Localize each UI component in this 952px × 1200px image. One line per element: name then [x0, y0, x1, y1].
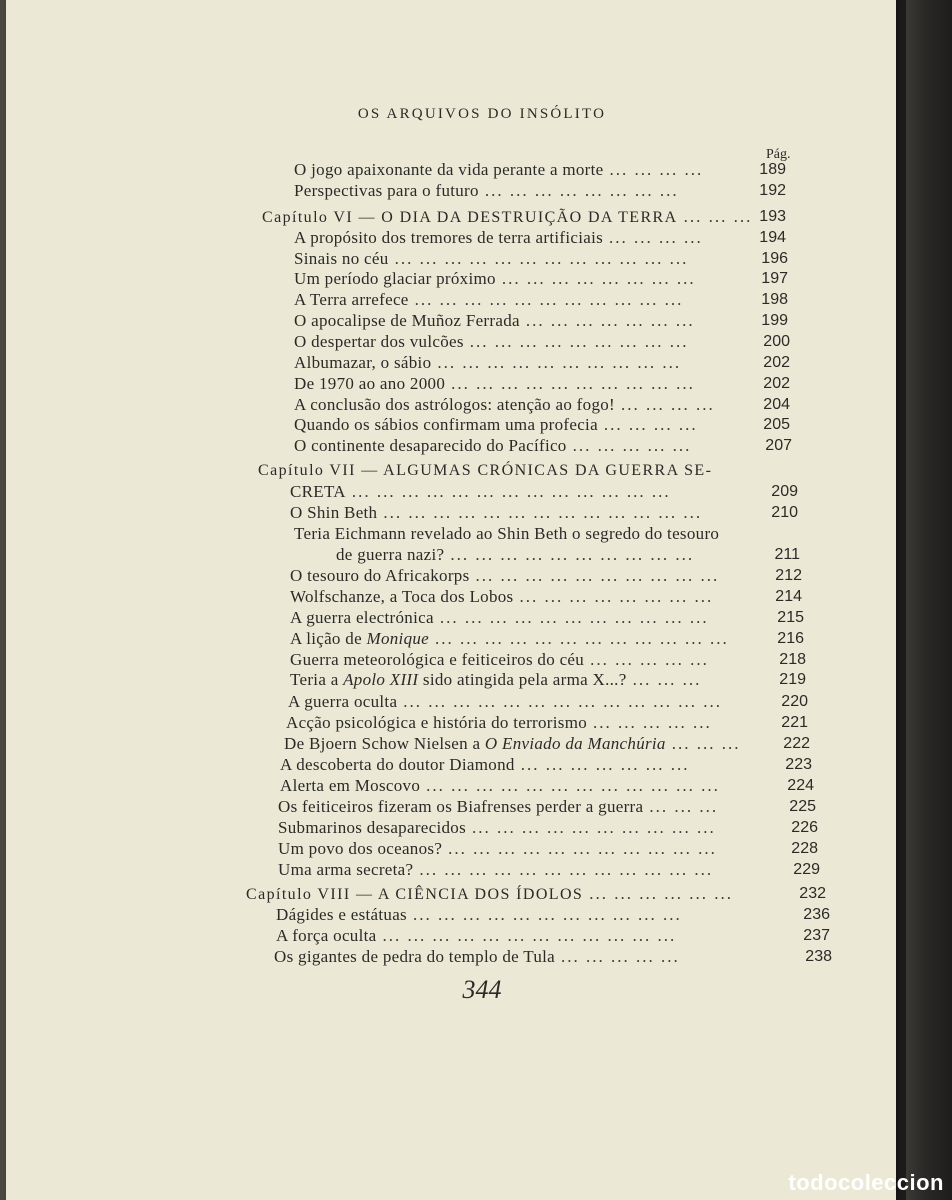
- toc-leader-dots: ... ... ... ... ... ... ... ... ... ... ... ... ...: [383, 503, 703, 522]
- toc-entry-title: Teria a Apolo XIII sido atingida pela arma X...?: [290, 670, 627, 689]
- toc-entry-title: A propósito dos tremores de terra artificiais: [294, 228, 604, 247]
- toc-entry-title: Capítulo VIII — A CIÊNCIA DOS ÍDOLOS: [246, 886, 584, 903]
- toc-page-number: 214: [775, 588, 802, 605]
- toc-leader-dots: ... ... ...: [632, 670, 702, 689]
- toc-page-number: 229: [793, 861, 820, 878]
- toc-page-number: 207: [765, 437, 792, 454]
- toc-entry: [276, 926, 676, 946]
- toc-entry-title: Guerra meteorológica e feiticeiros do céu: [290, 650, 585, 669]
- toc-leader-dots: ... ... ... ... ... ... ... ... ... ... ... ...: [394, 249, 689, 268]
- toc-entry-title: Capítulo VII — ALGUMAS CRÓNICAS DA GUERRA SE-: [258, 462, 713, 479]
- toc-leader-dots: ... ... ... ... ... ... ... ... ... ...: [472, 818, 716, 837]
- page-column-label: Pág.: [766, 147, 791, 162]
- toc-entry: [294, 311, 695, 331]
- toc-entry-title: A lição de Monique: [290, 629, 430, 648]
- toc-entry: [290, 670, 701, 690]
- toc-leader-dots: ... ... ... ... ... ... ... ... ... ...: [450, 545, 695, 564]
- toc-entry: [290, 503, 702, 523]
- toc-page-number: 225: [789, 798, 816, 815]
- toc-leader-dots: ... ... ... ... ... ... ... ... ... ... ...: [439, 608, 709, 627]
- toc-entry: [280, 755, 689, 775]
- toc-entry: [284, 734, 740, 754]
- toc-entry-title: Acção psicológica e história do terrorismo: [286, 713, 588, 732]
- watermark-logo: todocoleccion: [788, 1170, 944, 1195]
- toc-chapter-heading: [262, 207, 752, 227]
- toc-leader-dots: ... ... ... ...: [609, 228, 703, 247]
- backdrop-right: [906, 0, 952, 1200]
- toc-entry-title: Wolfschanze, a Toca dos Lobos: [290, 587, 514, 606]
- toc-leader-dots: ... ... ... ... ... ... ... ... ... ...: [475, 566, 720, 585]
- toc-page-number: 238: [805, 948, 832, 965]
- toc-page-number: 237: [803, 927, 830, 944]
- toc-page-number: 221: [781, 714, 808, 731]
- toc-entry-title: Os feiticeiros fizeram os Biafrenses perder a guerra: [278, 797, 644, 816]
- toc-page-number: 202: [763, 354, 790, 371]
- toc-entry-title: Uma arma secreta?: [278, 860, 414, 879]
- toc-entry-title: Quando os sábios confirmam uma profecia: [294, 415, 598, 434]
- toc-entry: [336, 545, 694, 565]
- toc-page-number: 202: [763, 375, 790, 392]
- toc-entry: [294, 524, 719, 544]
- toc-leader-dots: ... ... ... ...: [609, 160, 704, 179]
- page-number: 344: [462, 975, 502, 1004]
- toc-leader-dots: ... ... ... ... ... ...: [589, 884, 733, 903]
- toc-leader-dots: ... ... ... ...: [621, 395, 715, 414]
- toc-entry: [294, 290, 683, 310]
- toc-page-number: 197: [761, 270, 788, 287]
- toc-leader-dots: ... ... ... ... ... ... ... ... ...: [469, 332, 689, 351]
- toc-leader-dots: ... ... ... ... ... ... ... ... ... ... ... ...: [382, 926, 677, 945]
- toc-entry-title: de guerra nazi?: [336, 545, 445, 564]
- toc-entry: [278, 797, 718, 817]
- toc-leader-dots: ... ... ... ... ... ... ... ... ... ... ... ... ...: [403, 692, 723, 711]
- toc-entry: [290, 608, 709, 628]
- toc-entry: [276, 905, 682, 925]
- toc-entry-title: Dágides e estátuas: [276, 905, 407, 924]
- toc-entry: [290, 650, 709, 670]
- toc-entry-title: A Terra arrefece: [294, 290, 409, 309]
- toc-page-number: 199: [761, 312, 788, 329]
- toc-entry-title: A força oculta: [276, 926, 377, 945]
- toc-entry-title: Os gigantes de pedra do templo de Tula: [274, 947, 556, 966]
- toc-entry: [288, 692, 722, 712]
- toc-leader-dots: ... ... ... ... ... ... ... ... ... ... ...: [414, 290, 684, 309]
- toc-leader-dots: ... ... ... ... ... ... ... ...: [484, 181, 679, 200]
- toc-leader-dots: ... ... ... ... ... ... ... ...: [519, 587, 714, 606]
- toc-entry: [290, 587, 713, 607]
- toc-entry: [294, 374, 695, 394]
- toc-entry-title: O despertar dos vulcões: [294, 332, 464, 351]
- toc-entry: [294, 436, 691, 456]
- toc-page-number: 209: [771, 483, 798, 500]
- toc-entry: [294, 353, 681, 373]
- toc-entry-title: A guerra electrónica: [290, 608, 434, 627]
- toc-entry-title: Perspectivas para o futuro: [294, 181, 479, 200]
- toc-entry-title: A conclusão dos astrólogos: atenção ao fogo!: [294, 395, 616, 414]
- toc-page-number: 236: [803, 906, 830, 923]
- toc-leader-dots: ... ... ...: [671, 734, 741, 753]
- toc-page-number: 215: [777, 609, 804, 626]
- toc-leader-dots: ... ... ... ... ... ... ... ... ... ... ...: [412, 905, 682, 924]
- toc-page-number: 223: [785, 756, 812, 773]
- toc-leader-dots: ... ... ... ... ...: [561, 947, 680, 966]
- toc-leader-dots: ... ... ... ... ... ... ... ... ... ... ...: [448, 839, 717, 858]
- toc-entry-title: O apocalipse de Muñoz Ferrada: [294, 311, 520, 330]
- toc-entry-title: Um período glaciar próximo: [294, 269, 496, 288]
- toc-entry-title: Alerta em Moscovo: [280, 776, 421, 795]
- toc-leader-dots: ... ... ... ... ... ... ... ... ... ... ... ...: [435, 629, 729, 648]
- toc-page-number: 226: [791, 819, 818, 836]
- toc-leader-dots: ... ... ... ... ... ... ... ... ... ...: [451, 374, 695, 393]
- toc-entry: [278, 860, 713, 880]
- toc-entry-title: Albumazar, o sábio: [294, 353, 432, 372]
- toc-entry-title: Um povo dos oceanos?: [278, 839, 443, 858]
- toc-entry: [294, 228, 703, 248]
- toc-entry-title: CRETA: [290, 482, 346, 501]
- toc-entry: [290, 566, 719, 586]
- toc-entry: [274, 947, 680, 967]
- toc-leader-dots: ... ... ... ... ... ... ... ... ... ... ... ... ...: [351, 482, 671, 501]
- toc-entry-title: O tesouro do Africakorps: [290, 566, 470, 585]
- toc-page-number: 189: [759, 161, 786, 178]
- toc-entry-title: O jogo apaixonante da vida perante a morte: [294, 160, 604, 179]
- toc-page-number: 211: [774, 546, 800, 563]
- book-page: [6, 0, 896, 1200]
- toc-page-number: 200: [763, 333, 790, 350]
- toc-page-number: 220: [781, 693, 808, 710]
- toc-chapter-heading: [258, 460, 712, 480]
- toc-entry-title: A descoberta do doutor Diamond: [280, 755, 515, 774]
- running-header: OS ARQUIVOS DO INSÓLITO: [357, 106, 607, 122]
- toc-page-number: 204: [763, 396, 790, 413]
- toc-entry: [278, 818, 716, 838]
- toc-entry: [294, 332, 689, 352]
- toc-leader-dots: ... ... ...: [649, 797, 719, 816]
- toc-entry: [286, 713, 712, 733]
- toc-page-number: 192: [759, 182, 786, 199]
- toc-entry-title: Capítulo VI — O DIA DA DESTRUIÇÃO DA TERRA: [262, 209, 678, 226]
- toc-entry: [294, 249, 688, 269]
- toc-page-number: 216: [777, 630, 804, 647]
- toc-page-number: 212: [775, 567, 802, 584]
- toc-leader-dots: ... ... ... ... ... ... ... ... ... ...: [437, 353, 682, 372]
- toc-leader-dots: ... ... ... ... ... ... ... ... ... ... ... ...: [419, 860, 714, 879]
- toc-page-number: 232: [799, 885, 826, 902]
- toc-entry-title: O continente desaparecido do Pacífico: [294, 436, 567, 455]
- toc-entry: [290, 629, 729, 649]
- toc-page-number: 224: [787, 777, 814, 794]
- toc-entry: [294, 395, 715, 415]
- toc-page-number: 210: [771, 504, 798, 521]
- toc-entry-title: Submarinos desaparecidos: [278, 818, 467, 837]
- toc-page-number: 194: [759, 229, 786, 246]
- toc-chapter-heading: [246, 884, 733, 904]
- toc-entry: [278, 839, 717, 859]
- toc-entry: [294, 160, 703, 180]
- toc-page-number: 196: [761, 250, 788, 267]
- toc-leader-dots: ... ... ... ... ... ... ... ... ... ... ... ...: [426, 776, 720, 795]
- toc-leader-dots: ... ... ...: [683, 207, 753, 226]
- toc-page-number: 205: [763, 416, 790, 433]
- toc-page-number: 198: [761, 291, 788, 308]
- toc-entry-title: De 1970 ao ano 2000: [294, 374, 446, 393]
- toc-leader-dots: ... ... ... ... ...: [590, 650, 709, 669]
- toc-page-number: 228: [791, 840, 818, 857]
- toc-entry: [294, 269, 696, 289]
- toc-entry: [290, 482, 671, 502]
- toc-page-number: 193: [759, 208, 786, 225]
- toc-entry-title: De Bjoern Schow Nielsen a O Enviado da Manchúria: [284, 734, 666, 753]
- toc-entry-title: Sinais no céu: [294, 249, 389, 268]
- toc-page-number: 218: [779, 651, 806, 668]
- toc-entry: [294, 181, 679, 201]
- toc-entry: [280, 776, 720, 796]
- toc-entry: [294, 415, 698, 435]
- toc-entry-title: O Shin Beth: [290, 503, 378, 522]
- toc-page-number: 222: [783, 735, 810, 752]
- toc-leader-dots: ... ... ... ... ... ... ... ...: [501, 269, 696, 288]
- toc-leader-dots: ... ... ... ...: [603, 415, 698, 434]
- toc-entry-title: Teria Eichmann revelado ao Shin Beth o segredo do tesouro: [294, 524, 720, 543]
- toc-leader-dots: ... ... ... ... ... ... ...: [520, 755, 690, 774]
- toc-leader-dots: ... ... ... ... ...: [572, 436, 692, 455]
- toc-leader-dots: ... ... ... ... ...: [593, 713, 712, 732]
- toc-leader-dots: ... ... ... ... ... ... ...: [525, 311, 695, 330]
- toc-entry-title: A guerra oculta: [288, 692, 398, 711]
- toc-page-number: 219: [779, 671, 806, 688]
